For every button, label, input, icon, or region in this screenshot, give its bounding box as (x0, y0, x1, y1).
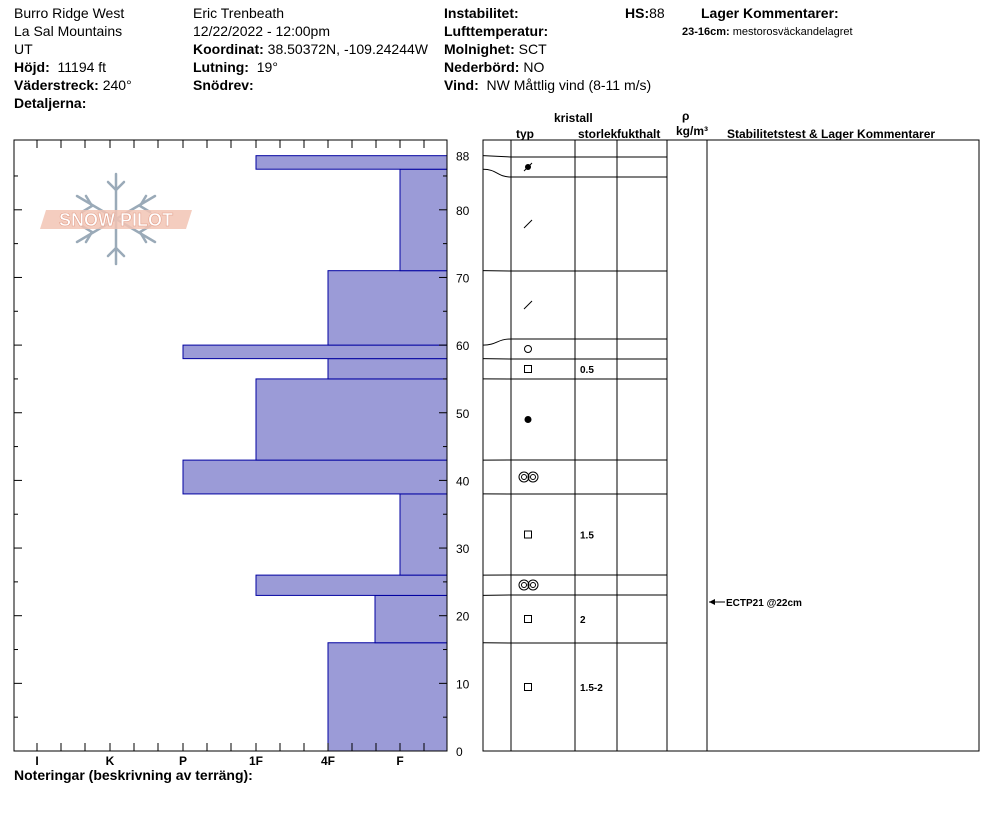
observer: Eric Trenbeath (193, 5, 285, 21)
y-tick-label-0: 0 (456, 745, 463, 759)
observation-datetime: 12/22/2022 - 12:00pm (193, 23, 330, 39)
hardness-bar-3 (400, 494, 447, 575)
sky-label: Molnighet: (444, 41, 515, 57)
grain-symbol-2-d (531, 583, 536, 588)
hardness-label-1F: 1F (248, 754, 264, 768)
hardness-bar-7 (183, 345, 447, 359)
mountain-range: La Sal Mountains (14, 23, 123, 39)
hardness-bar-4 (183, 460, 447, 494)
elevation-label: Höjd: (14, 59, 50, 75)
hardness-bar-10 (256, 156, 447, 170)
wind-label: Vind: (444, 77, 479, 93)
details-label: Detaljerna: (14, 95, 87, 111)
y-tick-label-40: 40 (456, 474, 470, 489)
y-tick-label-60: 60 (456, 339, 470, 354)
hardness-bar-0 (328, 643, 447, 751)
wind-value: NW Måttlig vind (8-11 m/s) (486, 77, 652, 93)
sky-value: SCT (518, 41, 547, 57)
connector-line-88 (483, 156, 511, 157)
coordinates-label: Koordinat: (193, 41, 264, 57)
grain-symbol-4-b (522, 475, 527, 480)
grain-symbol-4-d (531, 475, 536, 480)
y-tick-label-80: 80 (456, 203, 470, 218)
grain-symbol-1 (525, 616, 532, 623)
hardness-bar-8 (328, 271, 447, 345)
hardness-label-K: K (105, 754, 115, 768)
notes-label: Noteringar (beskrivning av terräng): (14, 767, 253, 783)
stability-header: Stabilitetstest & Lager Kommentarer (727, 127, 936, 141)
precip-value: NO (523, 59, 545, 75)
snowpilot-logo (40, 174, 192, 264)
y-tick-label-70: 70 (456, 271, 470, 286)
connector-line-86 (483, 169, 511, 177)
layer-table-frame (483, 140, 979, 751)
layer-comments-label: Lager Kommentarer: (701, 5, 839, 21)
grain-symbol-7 (525, 346, 532, 353)
precip-label: Nederbörd: (444, 59, 520, 75)
grain-symbol-2-b (522, 583, 527, 588)
grain-symbol-10 (524, 163, 532, 171)
moisture-header: fukthalt (617, 127, 661, 141)
stability-test-label-0: ECTP21 @22cm (726, 598, 802, 609)
drift-label: Snödrev: (193, 77, 254, 93)
grain-symbol-6 (525, 366, 532, 373)
layer-comment-text: mestorosväckandelagret (732, 26, 853, 38)
grain-symbol-4 (519, 472, 538, 482)
density-header: kg/m³ (676, 124, 709, 138)
hs-label: HS: (625, 5, 650, 21)
elevation-value: 11194 ft (57, 59, 107, 75)
grain-symbol-0 (525, 684, 532, 691)
aspect-value: 240° (102, 77, 132, 93)
y-tick-label-50: 50 (456, 406, 470, 421)
grain-size-0: 1.5-2 (580, 683, 603, 694)
y-tick-label-20: 20 (456, 609, 470, 624)
layer-comment-range: 23-16cm: (682, 26, 730, 38)
hardness-label-I: I (35, 754, 39, 768)
rho-header: ρ (682, 109, 690, 123)
aspect-label: Väderstreck: (14, 77, 99, 93)
grain-symbol-8 (524, 301, 532, 309)
air-temp-label: Lufttemperatur: (444, 23, 549, 39)
y-tick-label-30: 30 (456, 542, 470, 557)
hardness-bar-9 (400, 169, 447, 270)
hardness-bar-6 (328, 359, 447, 379)
location-name: Burro Ridge West (14, 5, 125, 21)
state: UT (14, 41, 33, 57)
y-tick-label-10: 10 (456, 677, 470, 692)
stability-arrowhead-0 (709, 599, 715, 605)
hardness-bar-2 (256, 575, 447, 595)
instability-label: Instabilitet: (444, 5, 519, 21)
grain-symbol-3 (525, 531, 532, 538)
coordinates-value: 38.50372N, -109.24244W (267, 41, 428, 57)
crystal-header: kristall (554, 111, 593, 125)
logo-text: SNOW PILOT (59, 210, 173, 230)
hardness-label-F: F (396, 754, 404, 768)
hardness-label-4F: 4F (320, 754, 336, 768)
connector-line-60 (483, 339, 511, 345)
grain-size-3: 1.5 (580, 530, 594, 542)
y-tick-label-88: 88 (456, 149, 470, 164)
grain-size-6: 0.5 (580, 365, 594, 376)
grain-symbol-9 (524, 220, 532, 228)
type-header: typ (516, 127, 534, 141)
slope-value: 19° (256, 59, 278, 75)
grain-size-1: 2 (580, 615, 586, 626)
hardness-bar-5 (256, 379, 447, 460)
grain-symbol-5 (525, 416, 532, 423)
slope-label: Lutning: (193, 59, 249, 75)
hs-value: 88 (649, 5, 665, 21)
size-header: storlek (578, 127, 618, 141)
hardness-bar-1 (375, 595, 447, 642)
hardness-label-P: P (178, 754, 188, 768)
grain-symbol-2 (519, 580, 538, 590)
